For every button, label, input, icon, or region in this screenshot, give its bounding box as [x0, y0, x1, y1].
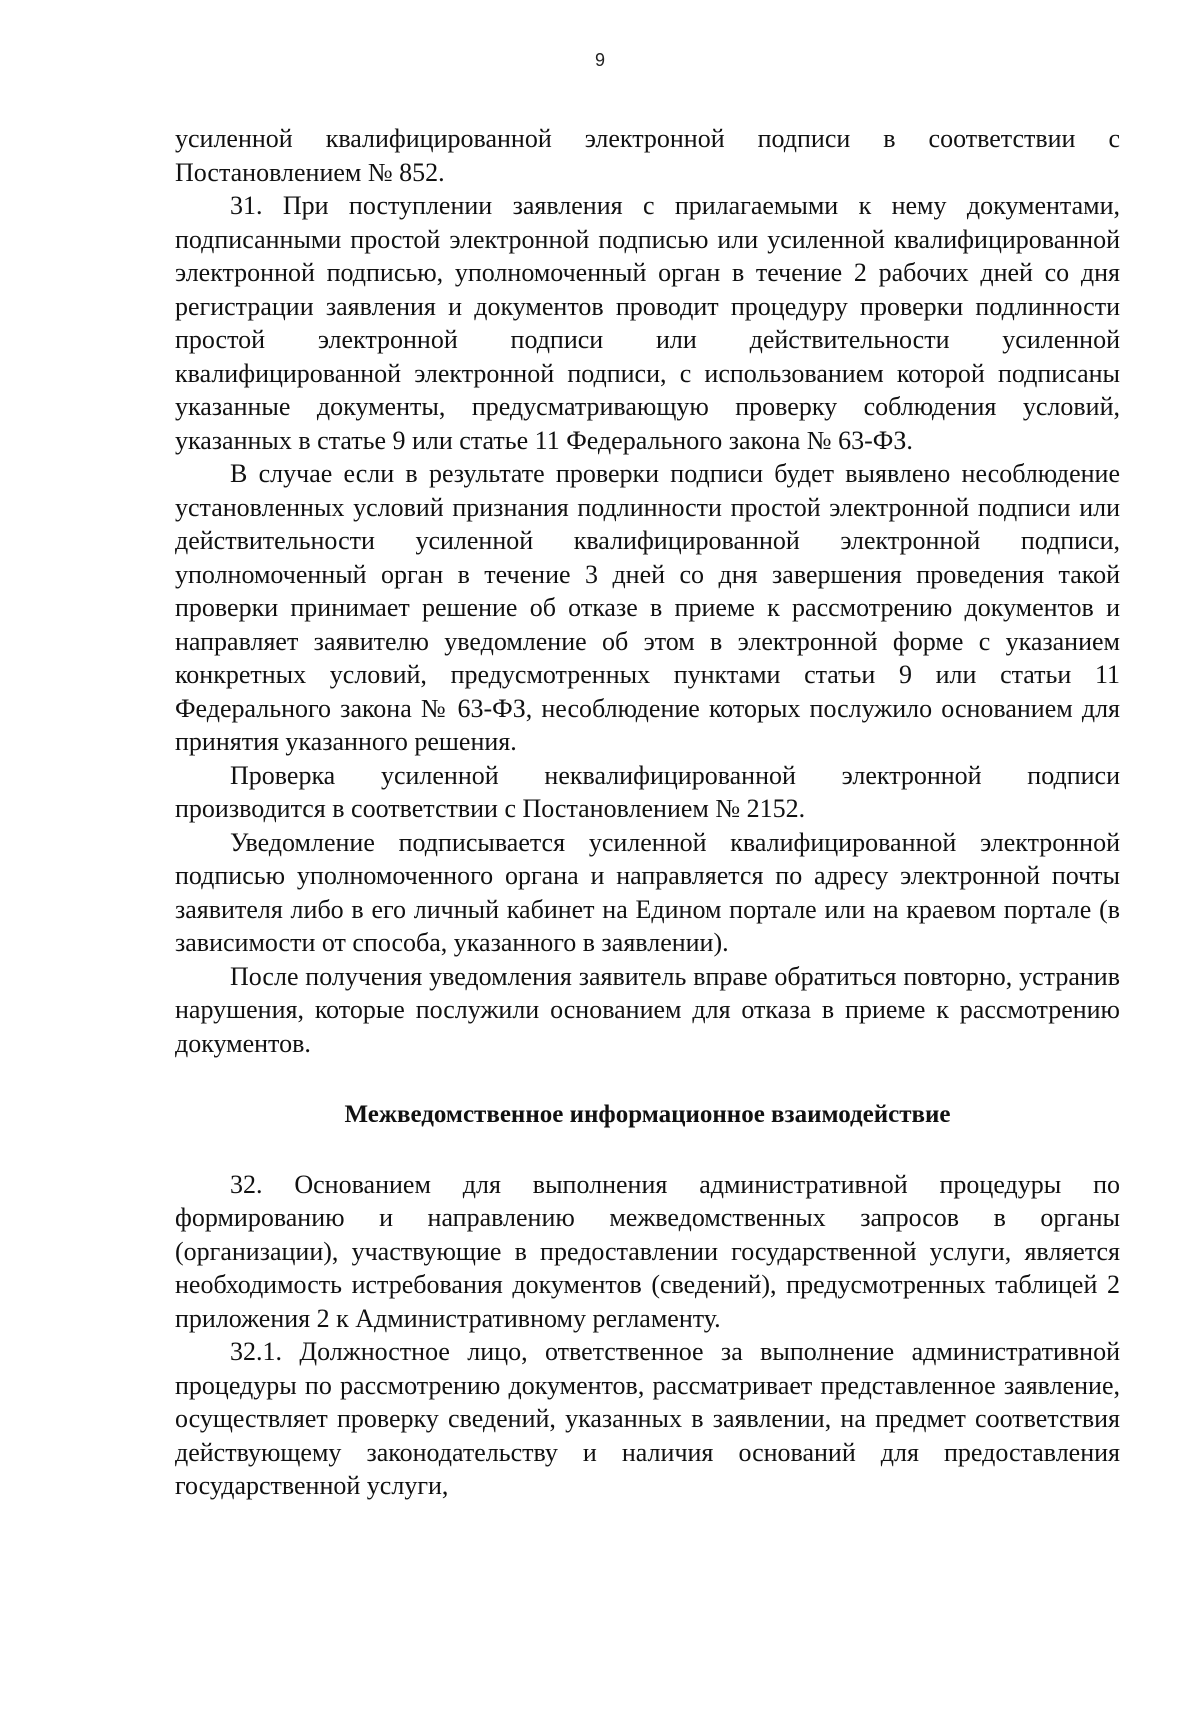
- paragraph-unqualified-signature-check: Проверка усиленной неквалифицированной электронной подписи производится в соответствии с Постановлением № 2152.: [175, 760, 1120, 823]
- paragraph-continuation: усиленной квалифицированной электронной подписи в соответствии с Постановлением № 852.: [175, 124, 1120, 187]
- paragraph-repeat-application: После получения уведомления заявитель вправе обратиться повторно, устранив нарушения, которые послужили основанием для отказа в приеме к рассмотрению документов.: [175, 961, 1120, 1058]
- paragraph-item-32: 32. Основанием для выполнения административной процедуры по формированию и направлению межведомственных запросов в органы (организации), участвующие в предоставлении государственной услуги, является необходимость истребования документов (сведений), предусмотренных таблицей 2 приложения 2 к Административному регламенту.: [175, 1169, 1120, 1333]
- section-heading: Межведомственное информационное взаимодействие: [344, 1101, 951, 1128]
- page-number: 9: [594, 50, 605, 70]
- paragraph-signature-check-failure: В случае если в результате проверки подписи будет выявлено несоблюдение установленных условий признания подлинности простой электронной подписи или действительности усиленной квалифицированной электронной подписи, уполномоченный орган в течение 3 дней со дня завершения проведения такой проверки принимает решение об отказе в приеме к рассмотрению документов и направляет заявителю уведомление об этом в электронной форме с указанием конкретных условий, предусмотренных пунктами статьи 9 или статьи 11 Федерального закона № 63-ФЗ, несоблюдение которых послужило основанием для принятия указанного решения.: [175, 459, 1120, 756]
- paragraph-notification-signing: Уведомление подписывается усиленной квалифицированной электронной подписью уполномоченного органа и направляется по адресу электронной почты заявителя либо в его личный кабинет на Едином портале или на краевом портале (в зависимости от способа, указанного в заявлении).: [175, 827, 1120, 957]
- paragraph-item-31: 31. При поступлении заявления с прилагаемыми к нему документами, подписанными простой электронной подписью или усиленной квалифицированной электронной подписью, уполномоченный орган в течение 2 рабочих дней со дня регистрации заявления и документов проводит процедуру проверки подлинности простой электронной подписи или действительности усиленной квалифицированной электронной подписи, с использованием которой подписаны указанные документы, предусматривающую проверку соблюдения условий, указанных в статье 9 или статье 11 Федерального закона № 63-ФЗ.: [175, 191, 1120, 455]
- paragraph-item-32-1: 32.1. Должностное лицо, ответственное за выполнение административной процедуры по рассмотрению документов, рассматривает представленное заявление, осуществляет проверку сведений, указанных в заявлении, на предмет соответствия действующему законодательству и наличия оснований для предоставления государственной услуги,: [175, 1337, 1120, 1500]
- document-body: [175, 122, 1120, 1503]
